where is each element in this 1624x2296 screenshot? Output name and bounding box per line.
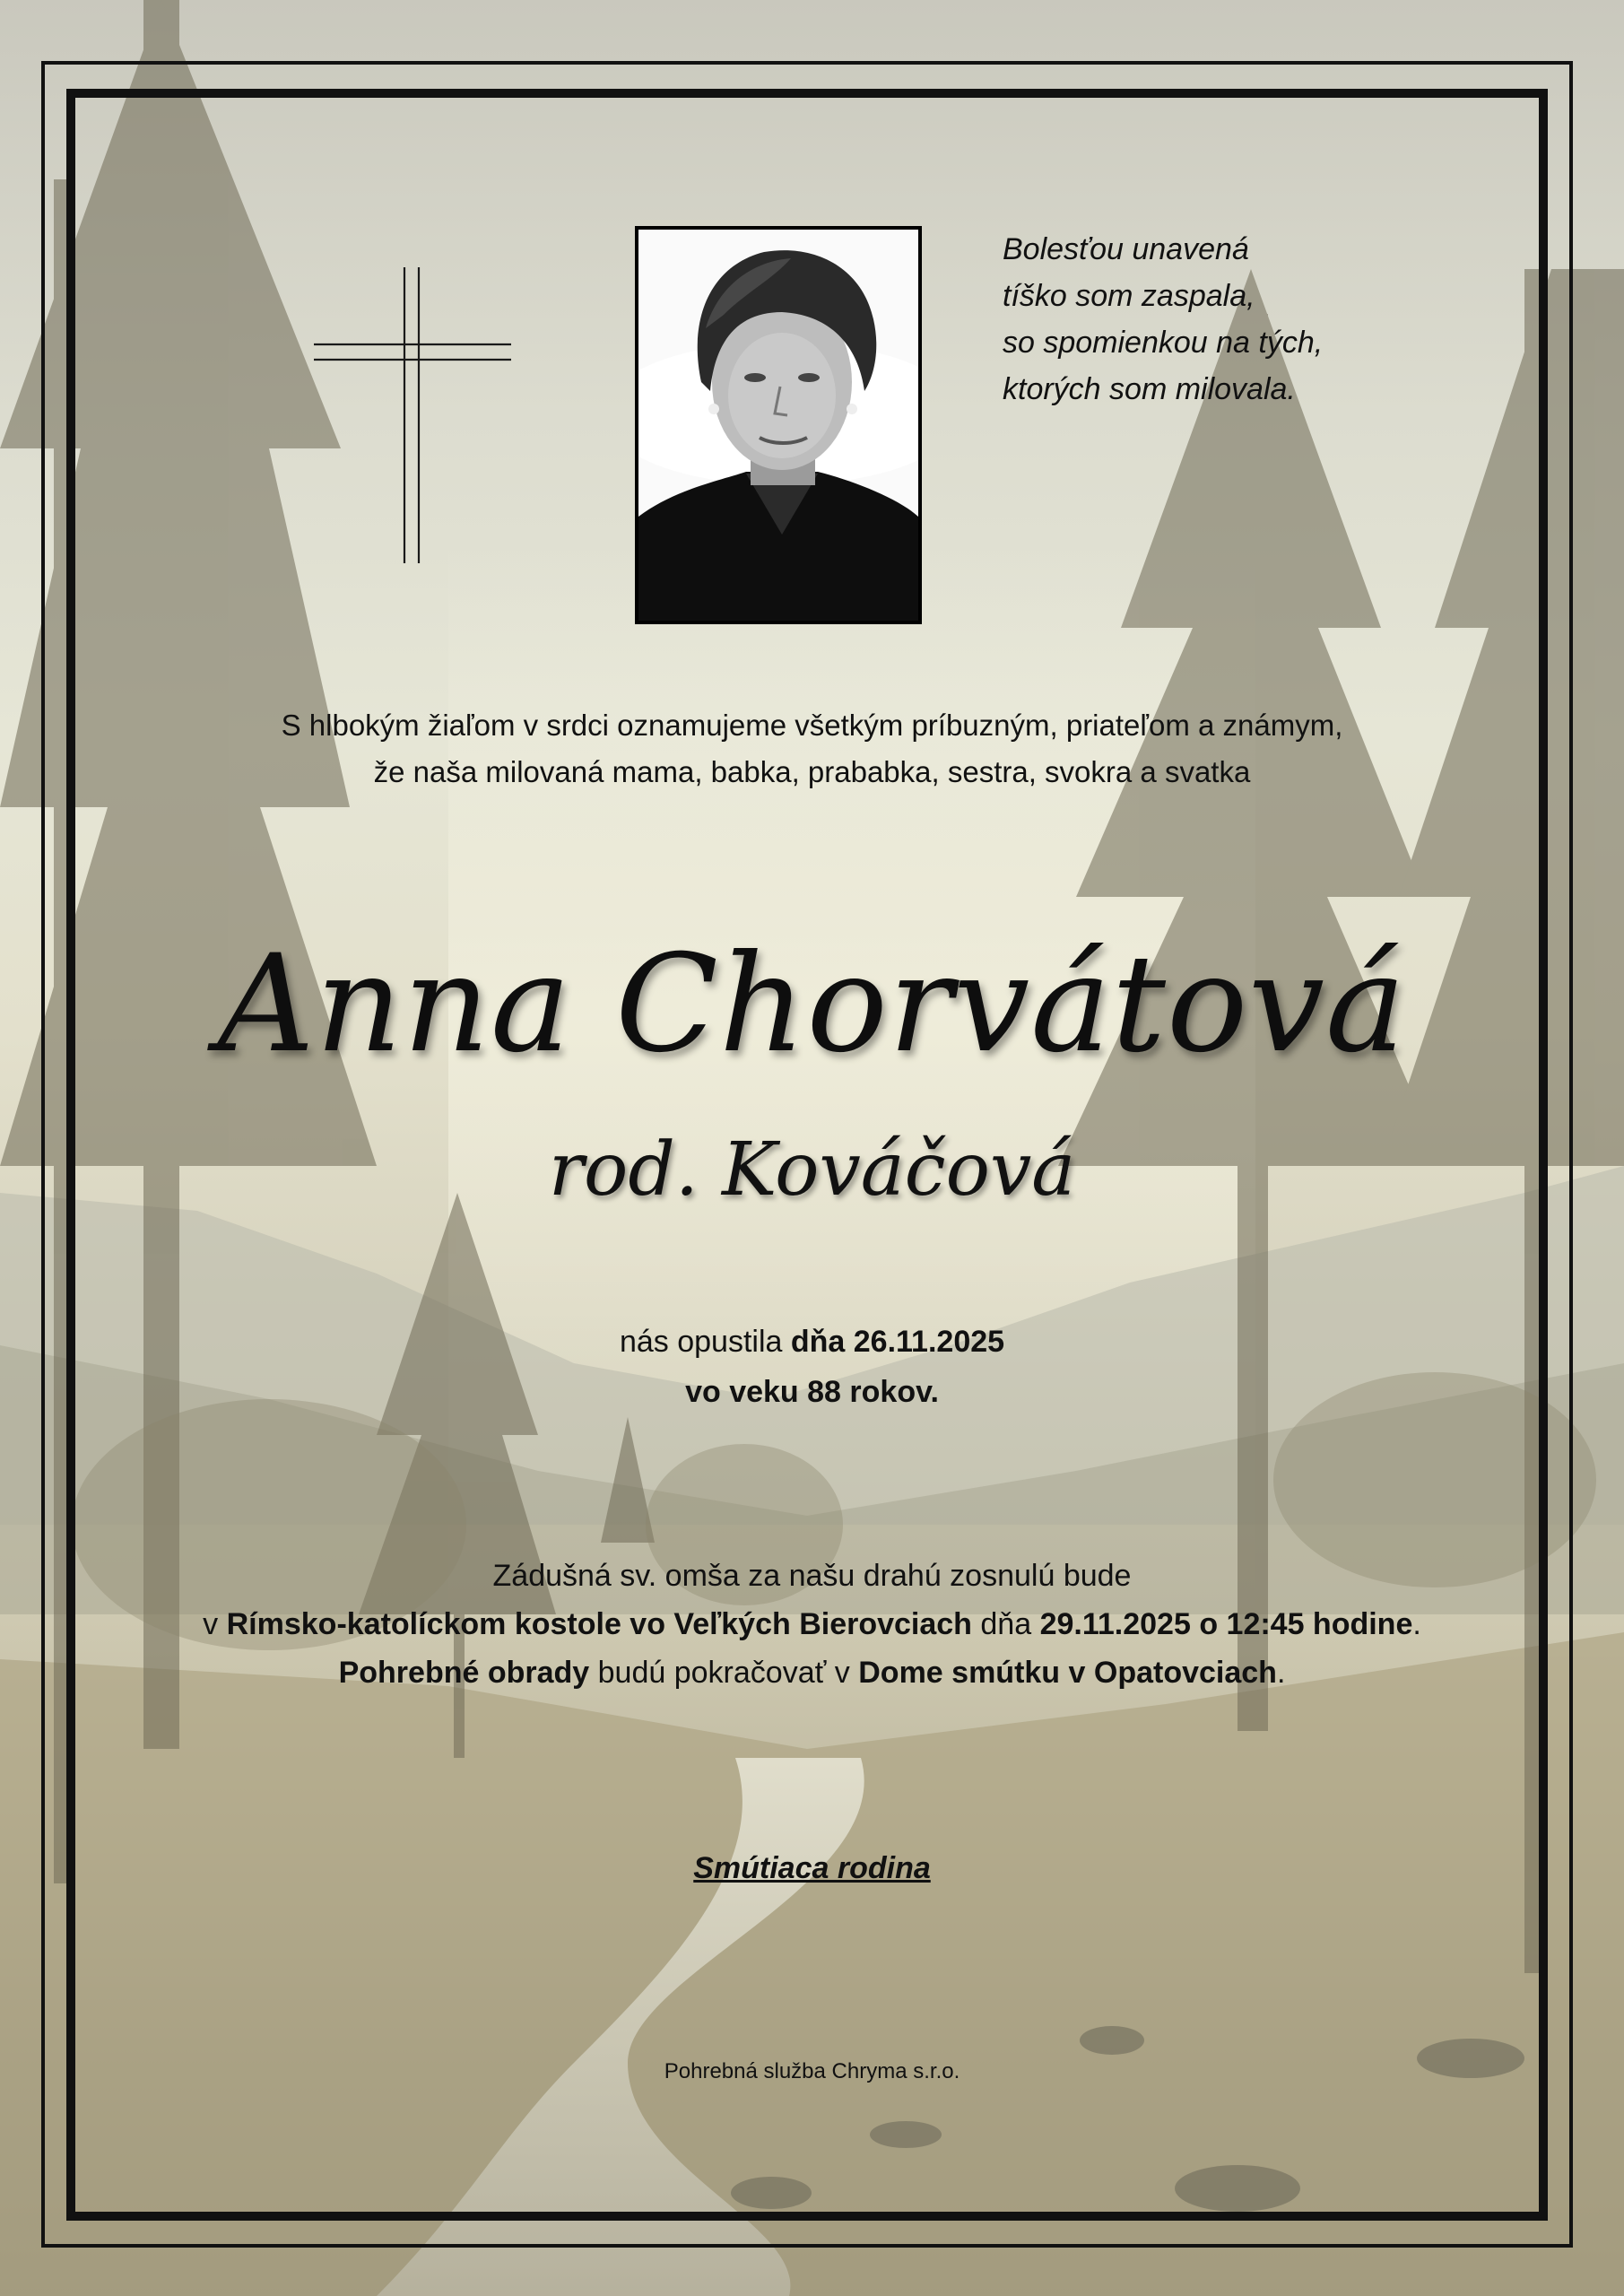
death-age: vo veku 88 rokov. [685, 1375, 939, 1409]
ceremony-datetime: 29.11.2025 o 12:45 hodine [1039, 1607, 1413, 1641]
ceremony-text: . [1412, 1607, 1421, 1641]
church-name: Rímsko-katolíckom kostole vo Veľkých Bierovciach [226, 1607, 972, 1641]
funeral-label: Pohrebné obrady [338, 1656, 590, 1690]
portrait-photo [635, 226, 922, 624]
death-info [0, 1317, 1624, 1417]
cross-icon [314, 267, 511, 563]
deceased-name: Anna Chorvátová [217, 926, 1407, 1083]
maiden-name: rod. Kováčová [548, 1127, 1076, 1213]
ceremony-text: budú pokračovať v [589, 1656, 859, 1690]
ceremony-line [0, 1600, 1624, 1648]
ceremony-text: dňa [971, 1607, 1040, 1641]
ceremony-line: Zádušná sv. omša za našu drahú zosnulú bude [492, 1559, 1132, 1593]
poem-line: Bolesťou unavená [1003, 232, 1249, 266]
intro-line: že naša milovaná mama, babka, prababka, sestra, svokra a svatka [373, 755, 1251, 788]
death-date: dňa 26.11.2025 [790, 1325, 1005, 1359]
intro-line: S hlbokým žiaľom v srdci oznamujeme všetkým príbuzným, priateľom a známym, [281, 709, 1343, 742]
ceremony-info [0, 1552, 1624, 1697]
family-signature: Smútiaca rodina [693, 1851, 931, 1885]
ceremony-text: . [1276, 1656, 1286, 1690]
ceremony-text: v [203, 1607, 227, 1641]
funeral-agency: Pohrebná služba Chryma s.r.o. [664, 2059, 960, 2083]
poem-line: ktorých som milovala. [1003, 372, 1296, 406]
poem-line: tíško som zaspala, [1003, 279, 1255, 313]
poem-line: so spomienkou na tých, [1003, 326, 1324, 360]
death-prefix: nás opustila [619, 1325, 791, 1359]
funeral-place: Dome smútku v Opatovciach [858, 1656, 1277, 1690]
ceremony-line [0, 1648, 1624, 1697]
poem [1003, 226, 1469, 413]
announcement-intro [0, 702, 1624, 796]
